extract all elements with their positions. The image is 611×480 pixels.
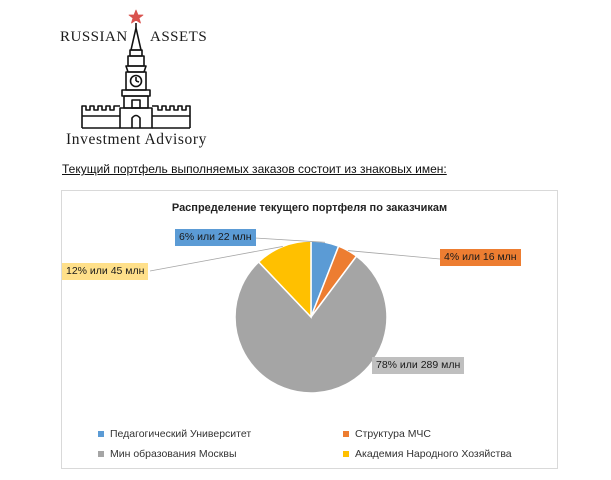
chart-title: Распределение текущего портфеля по заказчикам (171, 202, 448, 214)
data-label-academy-national-economy: 12% или 45 млн (62, 263, 148, 280)
legend-item-pedagogical-university (98, 428, 251, 440)
legend-item-mchs (343, 428, 431, 440)
logo-word-assets: ASSETS (150, 29, 208, 45)
pie-chart-canvas (62, 191, 557, 468)
leader-line (348, 251, 440, 259)
red-star-icon (129, 10, 143, 23)
legend-swatch (98, 431, 104, 437)
legend-swatch (343, 451, 349, 457)
logo-word-russian: RUSSIAN (60, 29, 128, 45)
data-label-moscow-education-ministry: 78% или 289 млн (372, 357, 464, 374)
logo-subtitle: Investment Advisory (66, 131, 207, 148)
legend-swatch (98, 451, 104, 457)
legend-label: Мин образования Москвы (110, 448, 237, 460)
data-label-pedagogical-university: 6% или 22 млн (175, 229, 256, 246)
portfolio-intro-text: Текущий портфель выполняемых заказов состоит из знаковых имен: (62, 162, 447, 176)
legend-item-moscow-education-ministry (98, 448, 237, 460)
data-label-mchs: 4% или 16 млн (440, 249, 521, 266)
leader-line (255, 238, 325, 242)
legend-swatch (343, 431, 349, 437)
legend-label: Педагогический Университет (110, 428, 252, 440)
legend-item-academy-national-economy (343, 448, 512, 460)
portfolio-pie-chart (61, 190, 558, 469)
company-logo (58, 8, 218, 150)
legend-label: Академия Народного Хозяйства (355, 448, 512, 460)
legend-label: Структура МЧС (355, 428, 431, 440)
kremlin-tower-icon (80, 8, 200, 130)
